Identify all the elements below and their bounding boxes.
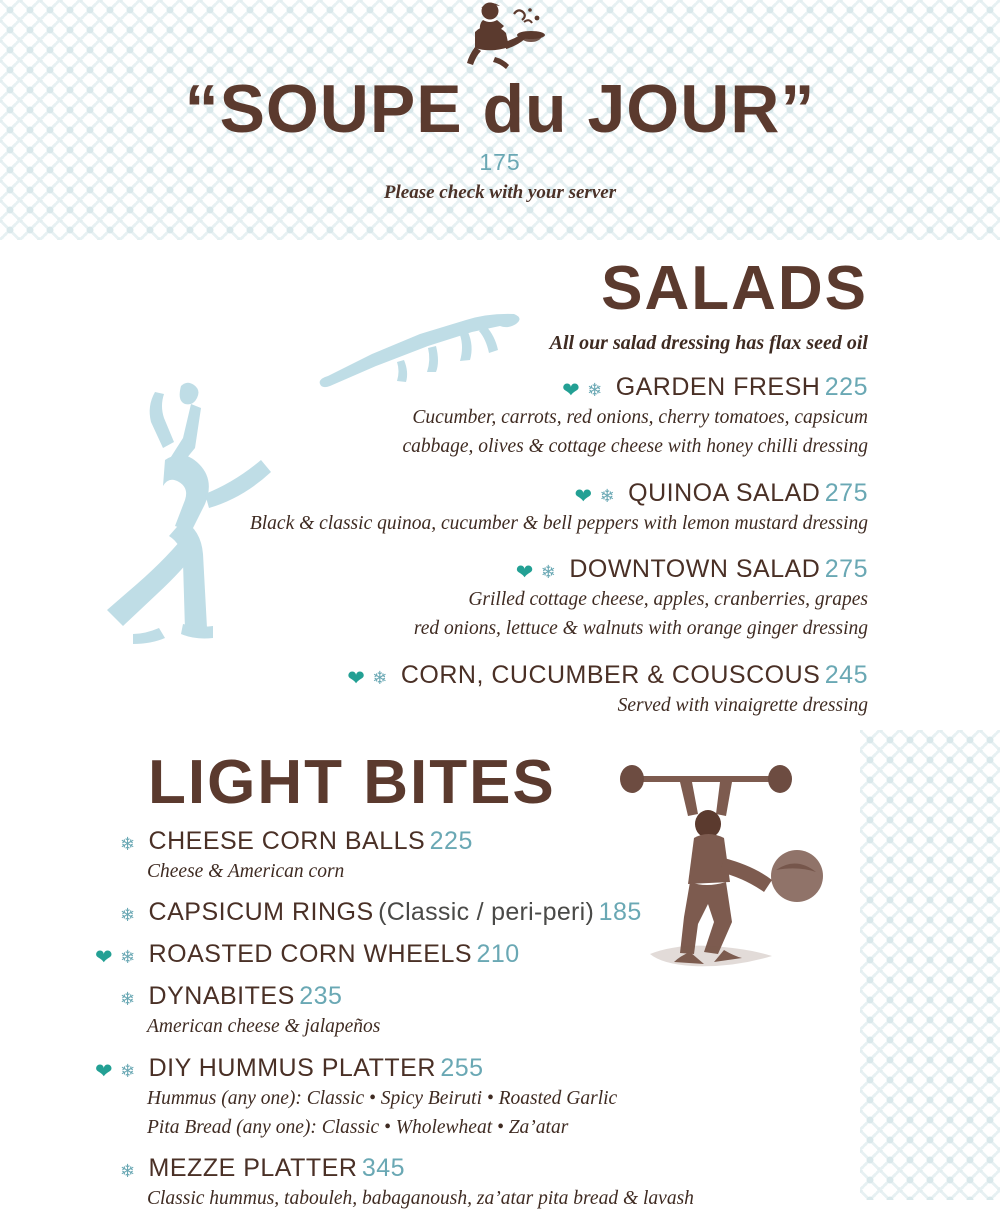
vegetarian-icon: ❄ [599, 485, 615, 506]
menu-item-desc-line: Served with vinaigrette dressing [617, 694, 868, 716]
menu-item-desc-line: Hummus (any one): Classic • Spicy Beiruti • Roasted Garlic [147, 1087, 618, 1109]
menu-item-title-row [120, 982, 1000, 1011]
soup-note: Please check with your server [383, 182, 617, 204]
item-icons [120, 1162, 140, 1181]
menu-item-name: ROASTED CORN WHEELS [148, 940, 473, 969]
menu-item-title-row [120, 898, 1000, 927]
item-icons [95, 947, 140, 968]
menu-item [0, 1054, 1000, 1142]
salads-section [0, 254, 1000, 719]
menu-item [0, 827, 1000, 885]
menu-item-desc-line: Grilled cottage cheese, apples, cranberries, grapes [468, 588, 868, 610]
menu-item-desc-line: red onions, lettuce & walnuts with orange ginger dressing [413, 618, 868, 640]
vegetarian-icon: ❄ [120, 1060, 136, 1081]
menu-item-title-row [120, 827, 1000, 856]
menu-item [0, 1154, 1000, 1212]
menu-item [0, 982, 1000, 1040]
item-icons [95, 1061, 140, 1082]
menu-item-name: DOWNTOWN SALAD [569, 554, 821, 583]
page-title: “SOUPE du JOUR” [184, 71, 816, 147]
menu-item [0, 661, 1000, 719]
menu-item-price: 275 [824, 478, 868, 507]
menu-item-price: 345 [361, 1154, 406, 1183]
item-icons [120, 906, 140, 925]
salads-subtitle: All our salad dressing has flax seed oil [549, 332, 868, 354]
vegetarian-icon: ❄ [120, 834, 136, 854]
vegetarian-icon: ❄ [120, 905, 136, 926]
heart-healthy-icon: ❤ [95, 1059, 113, 1083]
menu-item-desc-line: Pita Bread (any one): Classic • Wholewheat • Za’atar [147, 1116, 569, 1138]
menu-item-title-row [0, 555, 868, 584]
light-bites-heading: LIGHT BITES [148, 748, 556, 817]
item-icons [562, 380, 607, 401]
menu-item-price: 210 [476, 940, 520, 969]
menu-item [0, 479, 1000, 537]
menu-item-name: DYNABITES [148, 982, 295, 1011]
vegetarian-icon: ❄ [120, 947, 136, 968]
menu-item-price: 275 [824, 554, 868, 583]
menu-item-title-row [95, 1054, 1000, 1083]
menu-item [0, 898, 1000, 927]
menu-item-name: DIY HUMMUS PLATTER [148, 1053, 436, 1082]
waiter-serving-icon [445, 2, 555, 72]
heart-healthy-icon: ❤ [515, 560, 534, 584]
item-icons [120, 990, 140, 1009]
vegetarian-icon: ❄ [120, 1161, 136, 1182]
item-icons [347, 668, 392, 689]
menu-item-name: CAPSICUM RINGS [148, 898, 374, 927]
item-icons [516, 562, 561, 583]
menu-item-qualifier: (Classic / peri-peri) [378, 898, 595, 927]
menu-item-price: 225 [429, 827, 473, 855]
salads-heading: SALADS [601, 254, 868, 323]
item-icons [120, 835, 140, 854]
menu-item-desc-line: Cucumber, carrots, red onions, cherry tomatoes, capsicum [412, 407, 868, 428]
light-bites-section [0, 748, 1000, 1213]
vegetarian-icon: ❄ [372, 667, 388, 688]
menu-item-desc-line: Cheese & American corn [147, 861, 345, 882]
menu-item-price: 255 [440, 1053, 484, 1082]
vegetarian-icon: ❄ [120, 989, 136, 1010]
menu-item-price: 235 [299, 982, 343, 1011]
heart-healthy-icon: ❤ [562, 379, 580, 402]
menu-item [0, 940, 1000, 969]
menu-item-name: GARDEN FRESH [615, 373, 821, 401]
menu-item-name: CORN, CUCUMBER & COUSCOUS [400, 660, 821, 689]
soup-price: 175 [479, 149, 521, 176]
item-icons [575, 486, 620, 507]
menu-item-price: 225 [824, 373, 868, 401]
menu-item-desc-line: American cheese & jalapeños [147, 1016, 381, 1038]
menu-item-name: QUINOA SALAD [628, 478, 821, 507]
heart-healthy-icon: ❤ [574, 484, 593, 508]
menu-item-title-row [0, 373, 868, 402]
menu-item-desc-line: cabbage, olives & cottage cheese with honey chilli dressing [402, 436, 868, 458]
menu-item-desc-line: Black & classic quinoa, cucumber & bell peppers with lemon mustard dressing [249, 512, 868, 534]
menu-item-price: 185 [598, 898, 642, 927]
menu-item-title-row [120, 1154, 1000, 1183]
menu-item-price: 245 [824, 660, 868, 689]
menu-item [0, 555, 1000, 643]
menu-item [0, 373, 1000, 461]
soup-header [0, 0, 1000, 240]
vegetarian-icon: ❄ [540, 561, 556, 582]
heart-healthy-icon: ❤ [347, 666, 365, 690]
menu-item-name: CHEESE CORN BALLS [148, 827, 426, 855]
menu-item-title-row [0, 661, 868, 690]
menu-item-desc-line: Classic hummus, tabouleh, babaganoush, za’atar pita bread & lavash [147, 1188, 694, 1210]
heart-healthy-icon: ❤ [95, 946, 113, 970]
menu-item-title-row [0, 479, 868, 508]
menu-item-name: MEZZE PLATTER [148, 1154, 358, 1183]
menu-item-title-row [95, 940, 1000, 969]
vegetarian-icon: ❄ [587, 380, 603, 400]
